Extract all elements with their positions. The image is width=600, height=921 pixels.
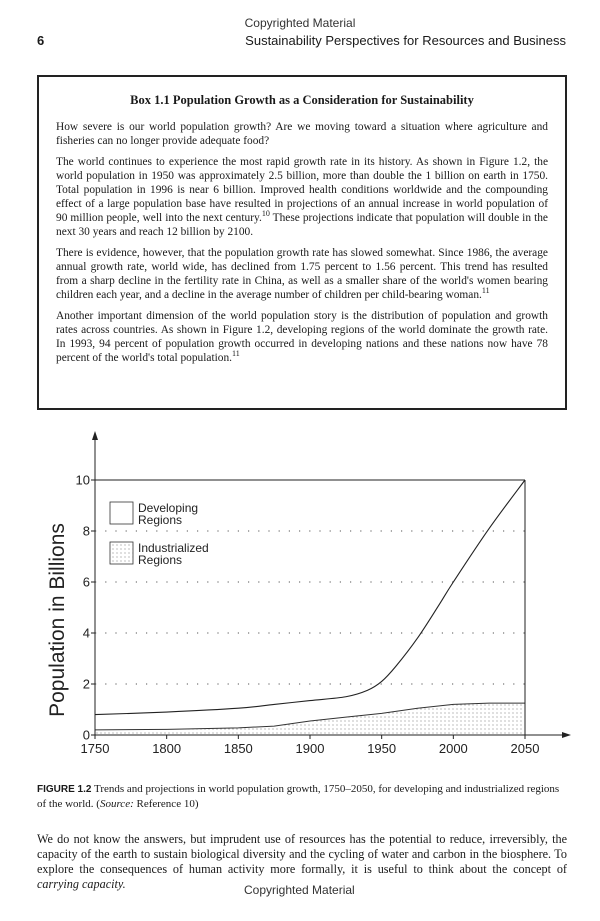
term-carrying-capacity: carrying capacity.: [37, 877, 126, 891]
x-tick-label: 2000: [438, 741, 468, 756]
y-axis-arrow: [92, 431, 98, 440]
y-axis-label: Population in Billions: [46, 523, 69, 717]
x-tick-label: 2050: [510, 741, 540, 756]
y-tick-label: 8: [82, 523, 90, 539]
y-tick-label: 10: [75, 472, 90, 488]
figure-label: FIGURE 1.2: [37, 784, 92, 795]
running-head: Sustainability Perspectives for Resources and Business: [245, 33, 566, 48]
box-paragraph-4: Another important dimension of the world population story is the distribution of population and growth rates across countries. As shown in Figure 1.2, developing regions of the world dominate the growth rate. In 1993, 94 percent of population growth occurred in developing nations and these nations now have 78 percent of the world's total population.$^{11}$: [56, 310, 548, 364]
copyright-notice-top: Copyrighted Material: [244, 16, 356, 30]
chart-svg: [0, 420, 600, 780]
y-tick-label: 2: [82, 676, 90, 692]
x-tick-label: 1900: [295, 741, 325, 756]
figure-caption: FIGURE 1.2 Trends and projections in world population growth, 1750–2050, for developing and industrialized regions of the world. (Source: Reference 10): [37, 783, 560, 810]
legend-swatch-industrialized: [110, 542, 133, 564]
legend-label-developing: Developing Regions: [138, 501, 199, 527]
y-tick-label: 0: [82, 727, 90, 743]
x-tick-label: 1850: [223, 741, 253, 756]
legend-label-industrialized: Industrialized Regions: [138, 541, 209, 567]
x-tick-label: 1950: [367, 741, 397, 756]
copyright-notice-bottom: Copyrighted Material: [244, 883, 355, 897]
y-tick-label: 4: [82, 625, 90, 641]
reference-11: 11: [232, 349, 240, 359]
reference-11: 11: [481, 286, 490, 296]
x-tick-label: 1800: [152, 741, 182, 756]
series-area-industrialized: [95, 703, 525, 735]
page-number: 6: [37, 33, 45, 48]
chart-legend: [110, 501, 212, 567]
legend-swatch-developing: [110, 502, 133, 524]
x-tick-label: 1750: [80, 741, 110, 756]
sidebar-box: [37, 75, 567, 410]
box-title: Box 1.1 Population Growth as a Consideration for Sustainability: [130, 93, 474, 107]
box-paragraph-1: How severe is our world population growth? Are we moving toward a situation where agriculture and fisheries can no longer provide adequate food?: [56, 121, 548, 147]
box-paragraph-2: The world continues to experience the most rapid growth rate in its history. As shown in Figure 1.2, the world population in 1950 was approximately 2.5 billion, more than double the 1 billion on earth in 1750. Total population in 1996 is near 6 billion. Improved health conditions worldwide and the compounding effect of a large population base have resulted in projections of an annual increase in world population of 90 million people, well into the next century.$^{10}$ These projections indicate that population will double in the next 30 years and reach 12 billion by 2100.: [56, 156, 548, 238]
body-paragraph: We do not know the answers, but imprudent use of resources has the potential to reduce, irreversibly, the capacity of the earth to sustain biological diversity and the cycling of water and carbon in the biosphere. To explore the consequences of human activity more formally, it is useful to think about the concept of carrying capacity.: [37, 832, 567, 891]
population-chart: [0, 420, 600, 780]
reference-10: 10: [261, 209, 270, 219]
y-tick-label: 6: [82, 574, 90, 590]
x-axis-arrow: [562, 732, 571, 738]
box-paragraph-3: There is evidence, however, that the population growth rate has slowed somewhat. Since 1986, the average annual growth rate, world wide, has declined from 1.75 percent to 1.56 percent. This trend has resulted from a sharp decline in the fertility rate in China, as well as a smaller share of the world's women bearing children each year, and a decline in the average number of children per child-bearing woman.$^{11}$: [56, 247, 548, 301]
